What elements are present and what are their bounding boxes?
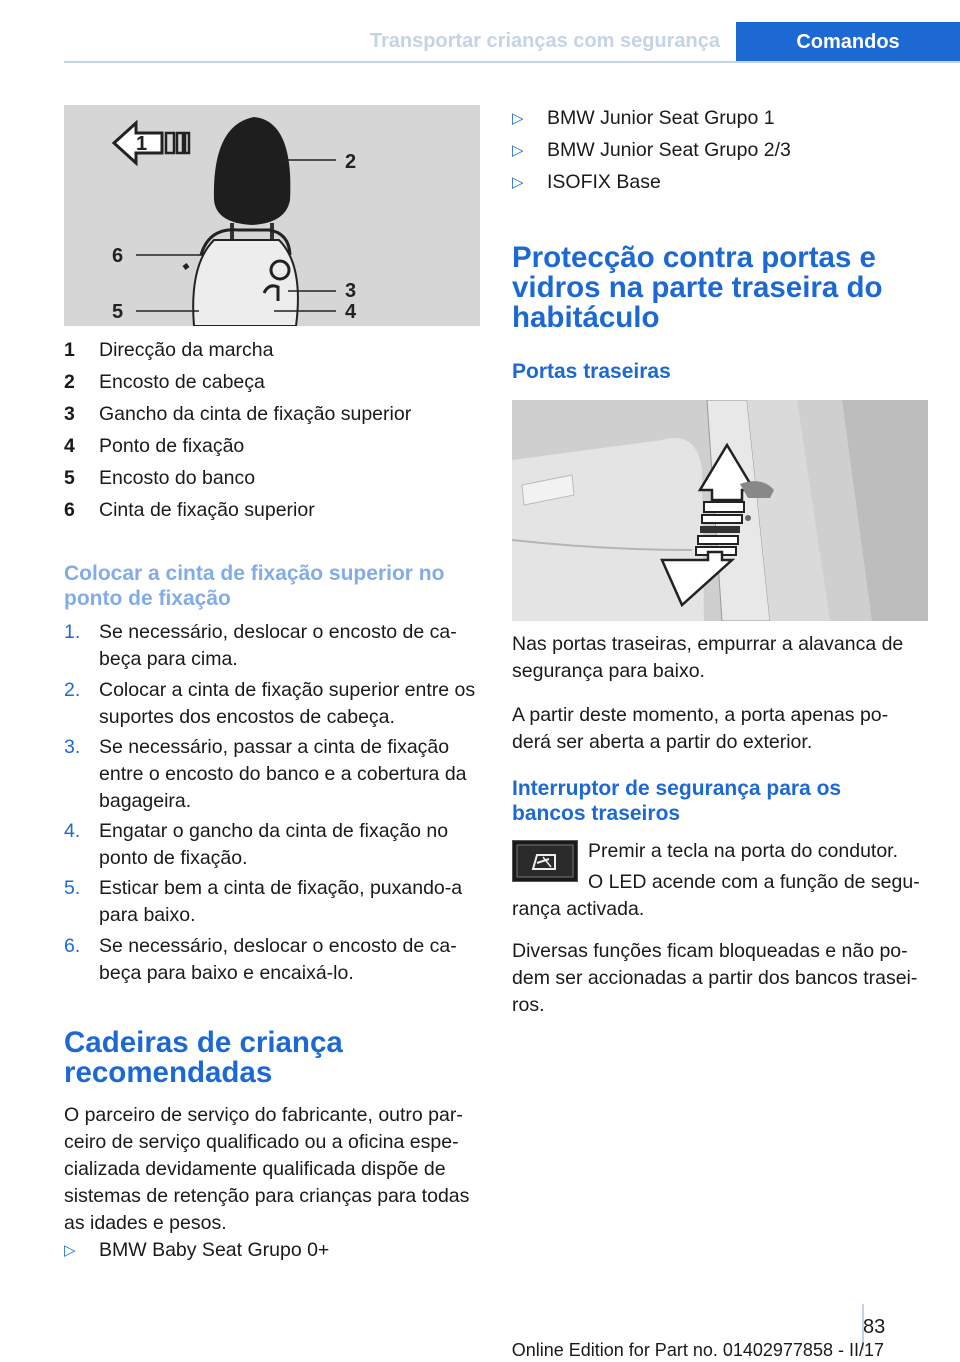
list-item-text: BMW Baby Seat Grupo 0+ [99,1239,330,1261]
legend-number: 5 [64,467,75,489]
subsection-heading: Interruptor de segurança para os bancos traseiros [512,777,842,825]
list-item-text: BMW Junior Seat Grupo 1 [547,107,775,129]
window-lock-button-icon [512,840,578,882]
rear-door-lock-figure [512,400,928,621]
bullet-triangle-icon: ▷ [512,142,524,159]
paragraph: O parceiro de serviço do fabricante, outro par‐ ceiro de serviço qualificado ou a oficina espe‐ cializada devidamente qualificada dispõe de sistemas de retenção para crianças para todas as idades e pesos. [64,1104,470,1234]
bullet-triangle-icon: ▷ [512,110,524,127]
callout-1: 1 [136,133,148,155]
callout-5: 5 [112,301,124,323]
section-heading: Colocar a cinta de fixação superior no ponto de fixação [64,562,445,610]
legend-number: 1 [64,339,75,361]
callout-6: 6 [112,245,124,267]
edition-footer: Online Edition for Part no. 01402977858 - II/17 [511,1340,884,1360]
legend-text: Encosto do banco [99,467,256,489]
door-illustration [512,400,928,621]
callout-3: 3 [345,280,357,302]
paragraph: rança activada. [512,898,645,920]
paragraph: A partir deste momento, a porta apenas po‐ derá ser aberta a partir do exterior. [512,704,889,753]
legend-text: Encosto de cabeça [99,371,265,393]
list-item-text: BMW Junior Seat Grupo 2/3 [547,139,791,161]
legend-number: 2 [64,371,75,393]
bullet-triangle-icon: ▷ [64,1242,76,1259]
section-title: Cadeiras de criança recomendadas [64,1026,343,1089]
headrest-tether-figure [64,105,480,326]
subsection-heading: Portas traseiras [512,360,671,383]
legend-text: Direcção da marcha [99,339,274,361]
step-number: 3. [64,736,81,758]
paragraph: Premir a tecla na porta do condutor. [588,840,899,862]
chapter-tab[interactable]: Comandos [736,22,960,63]
callout-4: 4 [345,301,357,323]
paragraph: Diversas funções ficam bloqueadas e não po‐ dem ser accionadas a partir dos bancos trasei‐ ros. [512,940,918,1016]
paragraph: Nas portas traseiras, empurrar a alavanca de segurança para baixo. [512,633,904,682]
step-number: 1. [64,621,81,643]
legend-text: Gancho da cinta de fixação superior [99,403,412,425]
step-number: 2. [64,679,81,701]
paragraph: O LED acende com a função de segu‐ [588,871,920,893]
running-header-section: Transportar crianças com segurança [369,30,720,52]
legend-number: 6 [64,499,75,521]
callout-2: 2 [345,151,357,173]
bullet-triangle-icon: ▷ [512,174,524,191]
legend-number: 3 [64,403,75,425]
section-title: Protecção contra portas e vidros na parte traseira do habitáculo [512,241,883,334]
legend-number: 4 [64,435,75,457]
page-number: 83 [863,1316,886,1338]
list-item-text: ISOFIX Base [547,171,661,193]
step-number: 5. [64,877,81,899]
headrest-illustration [64,105,480,326]
legend-text: Cinta de fixação superior [99,499,315,521]
legend-text: Ponto de fixação [99,435,245,457]
header-rule [64,61,960,63]
step-number: 6. [64,935,81,957]
step-number: 4. [64,820,81,842]
